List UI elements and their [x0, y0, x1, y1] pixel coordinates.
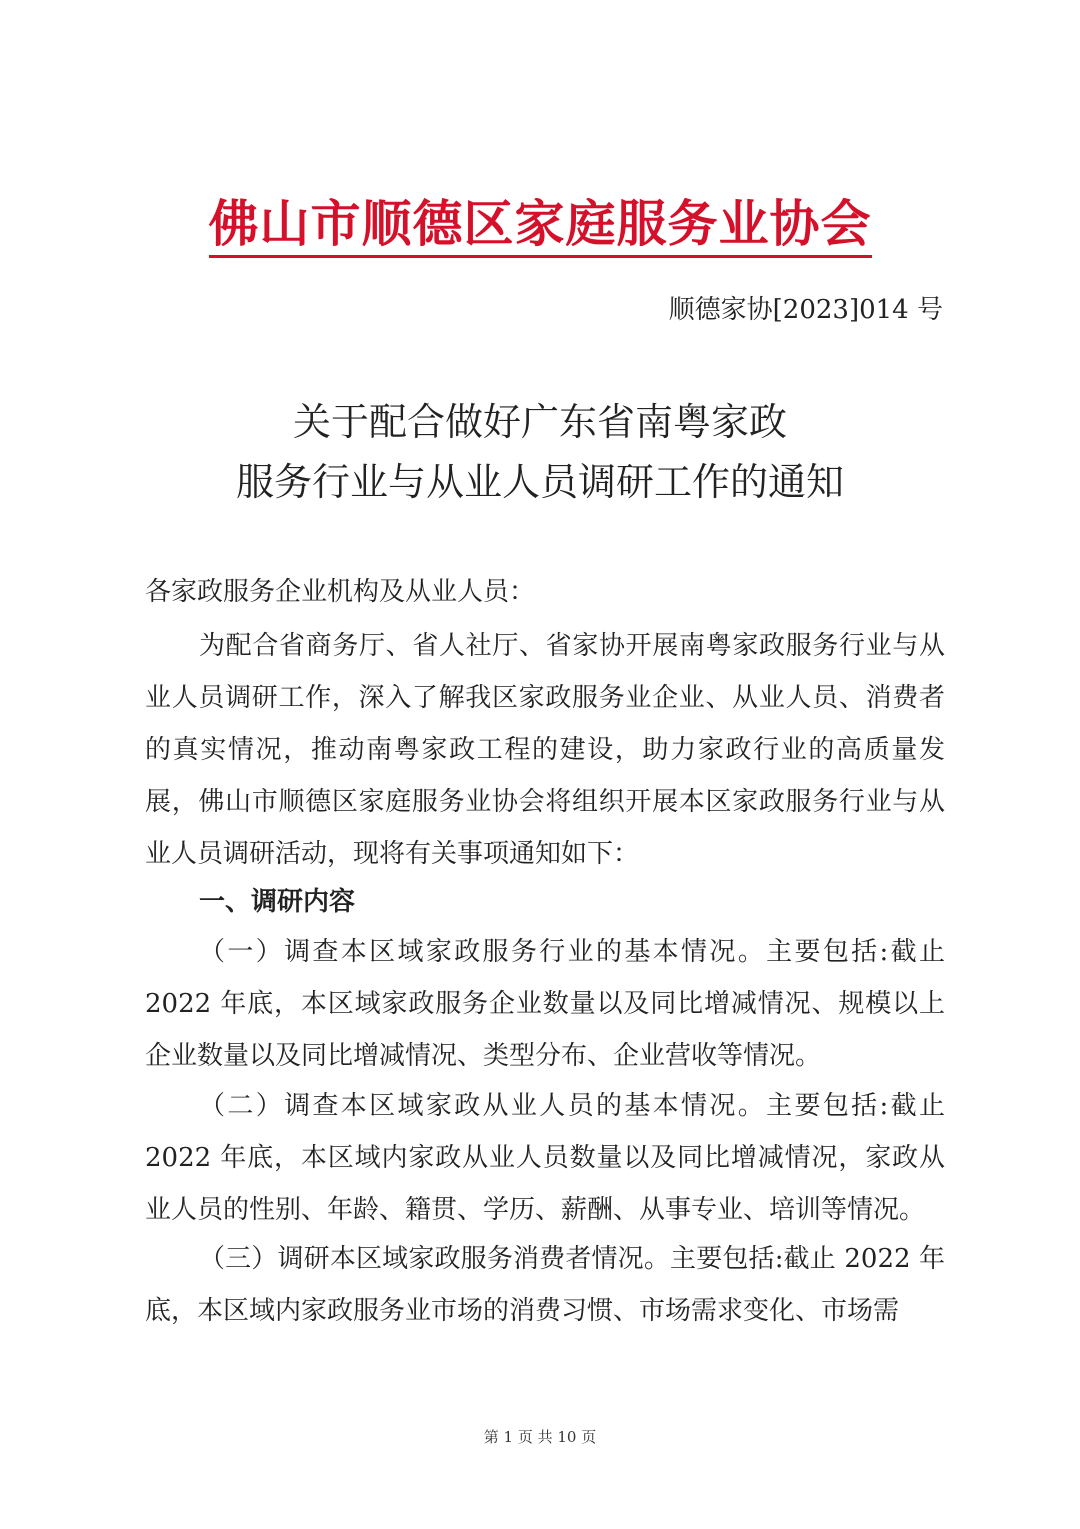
item-consumer-survey: （三）调研本区域家政服务消费者情况。主要包括:截止 2022 年底，本区域内家政服务业市场的消费习惯、市场需求变化、市场需: [145, 1244, 945, 1326]
notice-title-line-2: 服务行业与从业人员调研工作的通知: [235, 460, 844, 504]
organization-title: [0, 188, 1080, 260]
item-worker-survey: （二）调查本区域家政从业人员的基本情况。主要包括:截止2022 年底，本区域内家政从业人员数量以及同比增减情况，家政从业人员的性别、年龄、籍贯、学历、薪酬、从事专业、培训等情况。: [145, 1091, 945, 1225]
page-footer: 第 1 页 共 10 页: [483, 1428, 597, 1446]
item-industry-survey: （一）调查本区域家政服务行业的基本情况。主要包括:截止2022 年底，本区域家政服务企业数量以及同比增减情况、规模以上企业数量以及同比增减情况、类型分布、企业营收等情况。: [145, 937, 945, 1071]
intro-paragraph: 为配合省商务厅、省人社厅、省家协开展南粤家政服务行业与从业人员调研工作，深入了解我区家政服务业企业、从业人员、消费者的真实情况，推动南粤家政工程的建设，助力家政行业的高质量发展，佛山市顺德区家庭服务业协会将组织开展本区家政服务行业与从业人员调研活动，现将有关事项通知如下：: [145, 631, 945, 869]
document-number: 顺德家协[2023]014 号: [668, 295, 943, 325]
notice-title: [0, 392, 1080, 512]
salutation: 各家政服务企业机构及从业人员：: [145, 577, 536, 607]
notice-title-line-1: 关于配合做好广东省南粤家政: [292, 400, 787, 444]
section-heading-research-content: 一、调研内容: [199, 887, 356, 917]
organization-title-text: 佛山市顺德区家庭服务业协会: [209, 195, 872, 258]
